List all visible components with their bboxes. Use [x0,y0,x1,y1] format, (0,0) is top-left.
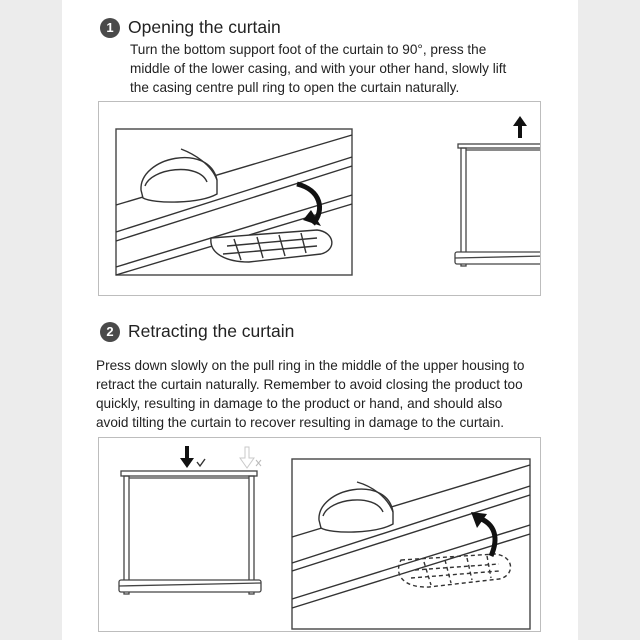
open-screen-illustration [455,144,540,266]
section-2-line: Press down slowly on the pull ring in the middle of the upper housing to [96,358,525,373]
illustration-frame-2 [98,437,541,632]
arrow-down-icon [240,447,254,468]
section-2-line: avoid tilting the curtain to recover resulting in damage to the curtain. [96,415,505,430]
section-2-line: quickly, resulting in damage to the product or hand, and should also [96,396,503,411]
cross-icon [256,460,261,466]
instruction-page [62,0,578,640]
section-2-heading [100,321,294,342]
closing-screen-illustration [119,471,261,594]
section-1-line: Turn the bottom support foot of the curtain to 90°, press the [130,42,487,57]
step-number-1: 1 [100,18,120,38]
section-1-text [130,40,506,97]
section-1-title: Opening the curtain [128,17,281,37]
check-icon [197,459,205,466]
illustration-frame-1 [98,101,541,296]
arrow-up-icon [513,116,527,138]
section-1-heading [100,17,281,38]
section-2-title: Retracting the curtain [128,321,295,341]
step-number-2: 2 [100,322,120,342]
arrow-down-icon [180,446,194,468]
section-1-line: the casing centre pull ring to open the curtain naturally. [130,80,460,95]
section-2-text [96,356,524,432]
section-2-line: retract the curtain naturally. Remember to avoid closing the product too [96,377,523,392]
section-1-line: middle of the lower casing, and with your other hand, slowly lift [130,61,507,76]
